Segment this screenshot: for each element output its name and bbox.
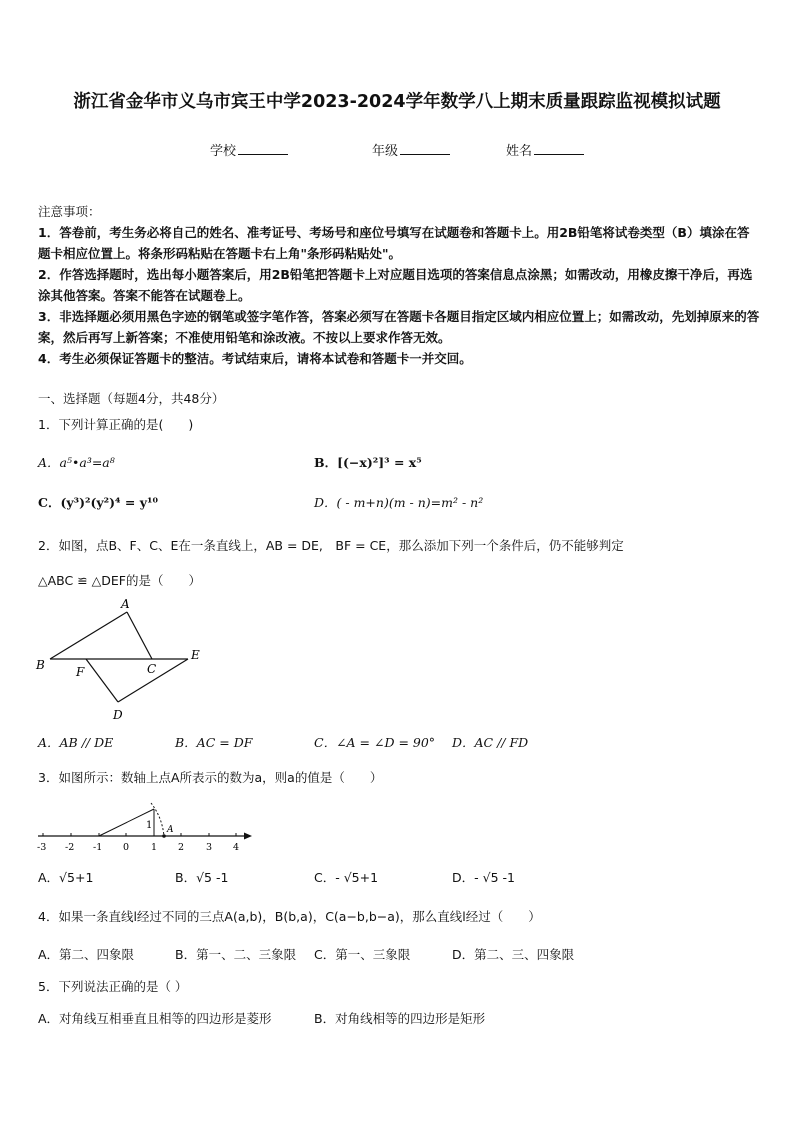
compass-arc: [151, 803, 164, 836]
name-field: 姓名: [506, 140, 584, 159]
q1-option-a: A．a⁵•a³=a⁸: [38, 455, 115, 470]
q5-option-a: A．对角线互相垂直且相等的四边形是菱形: [38, 1011, 272, 1026]
q4-option-c: C．第一、三象限: [314, 947, 411, 962]
q2-stem-line1: 2．如图，点B、F、C、E在一条直线上，AB = DE, BF = CE，那么添加下列一个条件后，仍不能够判定: [38, 538, 624, 553]
point-a-label: A: [167, 825, 174, 835]
svg-text:3: 3: [206, 842, 213, 853]
q5-stem: 5．下列说法正确的是（ ）: [38, 979, 188, 994]
q2-geometry-figure: [30, 595, 220, 725]
q4-option-b: B．第一、二、三象限: [175, 947, 297, 962]
svg-text:-2: -2: [65, 842, 75, 853]
q3-option-d: D．- √5 -1: [452, 870, 515, 885]
q3-option-c: C．- √5+1: [314, 870, 379, 885]
page-title: 浙江省金华市义乌市宾王中学2023-2024学年数学八上期末质量跟踪监视模拟试题: [73, 92, 721, 112]
label-e: E: [191, 648, 200, 662]
label-d: D: [113, 708, 123, 722]
q2-option-d: D．AC // FD: [452, 735, 529, 750]
point-a: [162, 834, 166, 838]
label-f: F: [76, 665, 85, 679]
q2-option-a: A．AB // DE: [38, 735, 114, 750]
svg-text:1: 1: [151, 842, 158, 853]
segment-ac: [127, 612, 152, 659]
q3-number-line-figure: [30, 795, 260, 855]
svg-text:-3: -3: [37, 842, 47, 853]
q4-option-a: A．第二、四象限: [38, 947, 135, 962]
q1-stem: 1．下列计算正确的是( ): [38, 417, 194, 432]
school-field: 学校: [210, 140, 288, 159]
q1-option-d: D．( - m+n)(m - n)=m² - n²: [314, 495, 484, 510]
label-b: B: [36, 658, 45, 672]
q2-option-c: C．∠A = ∠D = 90°: [314, 735, 436, 750]
segment-ab: [50, 612, 127, 659]
notice-item-4: 4．考生必须保证答题卡的整洁。考试结束后，请将本试卷和答题卡一并交回。: [38, 351, 472, 366]
label-a: A: [121, 597, 130, 611]
svg-text:-1: -1: [93, 842, 103, 853]
q2-stem-line2: △ABC ≌ △DEF的是（ ）: [38, 573, 201, 588]
label-c: C: [147, 662, 157, 676]
height-label: 1: [146, 820, 153, 831]
q1-option-c: C．(y³)²(y²)⁴ = y¹⁰: [38, 495, 158, 510]
notice-item-1: 1．答卷前，考生务必将自己的姓名、准考证号、考场号和座位号填写在试题卷和答题卡上。用2B铅笔将试卷类型（B）填涂在答题卡相应位置上。将条形码粘贴在答题卡右上角"条形码粘贴处"。: [38, 225, 750, 261]
section-heading: 一、选择题（每题4分，共48分）: [38, 391, 225, 406]
q4-option-d: D．第二、三、四象限: [452, 947, 575, 962]
q3-option-a: A．√5+1: [38, 870, 94, 885]
svg-text:0: 0: [123, 842, 130, 853]
q3-stem: 3．如图所示：数轴上点A所表示的数为a，则a的值是（ ）: [38, 770, 383, 785]
notice-heading: 注意事项：: [38, 204, 101, 219]
notice-item-3: 3．非选择题必须用黑色字迹的钢笔或签字笔作答，答案必须写在答题卡各题目指定区域内相应位置上；如需改动，先划掉原来的答案，然后再写上新答案；不准使用铅笔和涂改液。不按以上要求作答无效。: [38, 309, 760, 345]
q1-option-b: B．[(−x)²]³ = x⁵: [314, 455, 422, 470]
q4-stem: 4．如果一条直线l经过不同的三点A(a,b)，B(b,a)，C(a−b,b−a)，那么直线l经过（ ）: [38, 909, 541, 924]
segment-df: [86, 659, 118, 702]
svg-text:2: 2: [178, 842, 185, 853]
grade-field: 年级: [372, 140, 450, 159]
q2-option-b: B．AC = DF: [175, 735, 253, 750]
svg-text:4: 4: [233, 842, 240, 853]
axis-arrow: [244, 833, 252, 840]
notice-item-2: 2．作答选择题时，选出每小题答案后，用2B铅笔把答题卡上对应题目选项的答案信息点涂黑；如需改动，用橡皮擦干净后，再选涂其他答案。答案不能答在试题卷上。: [38, 267, 753, 303]
q3-option-b: B．√5 -1: [175, 870, 229, 885]
q5-option-b: B．对角线相等的四边形是矩形: [314, 1011, 486, 1026]
